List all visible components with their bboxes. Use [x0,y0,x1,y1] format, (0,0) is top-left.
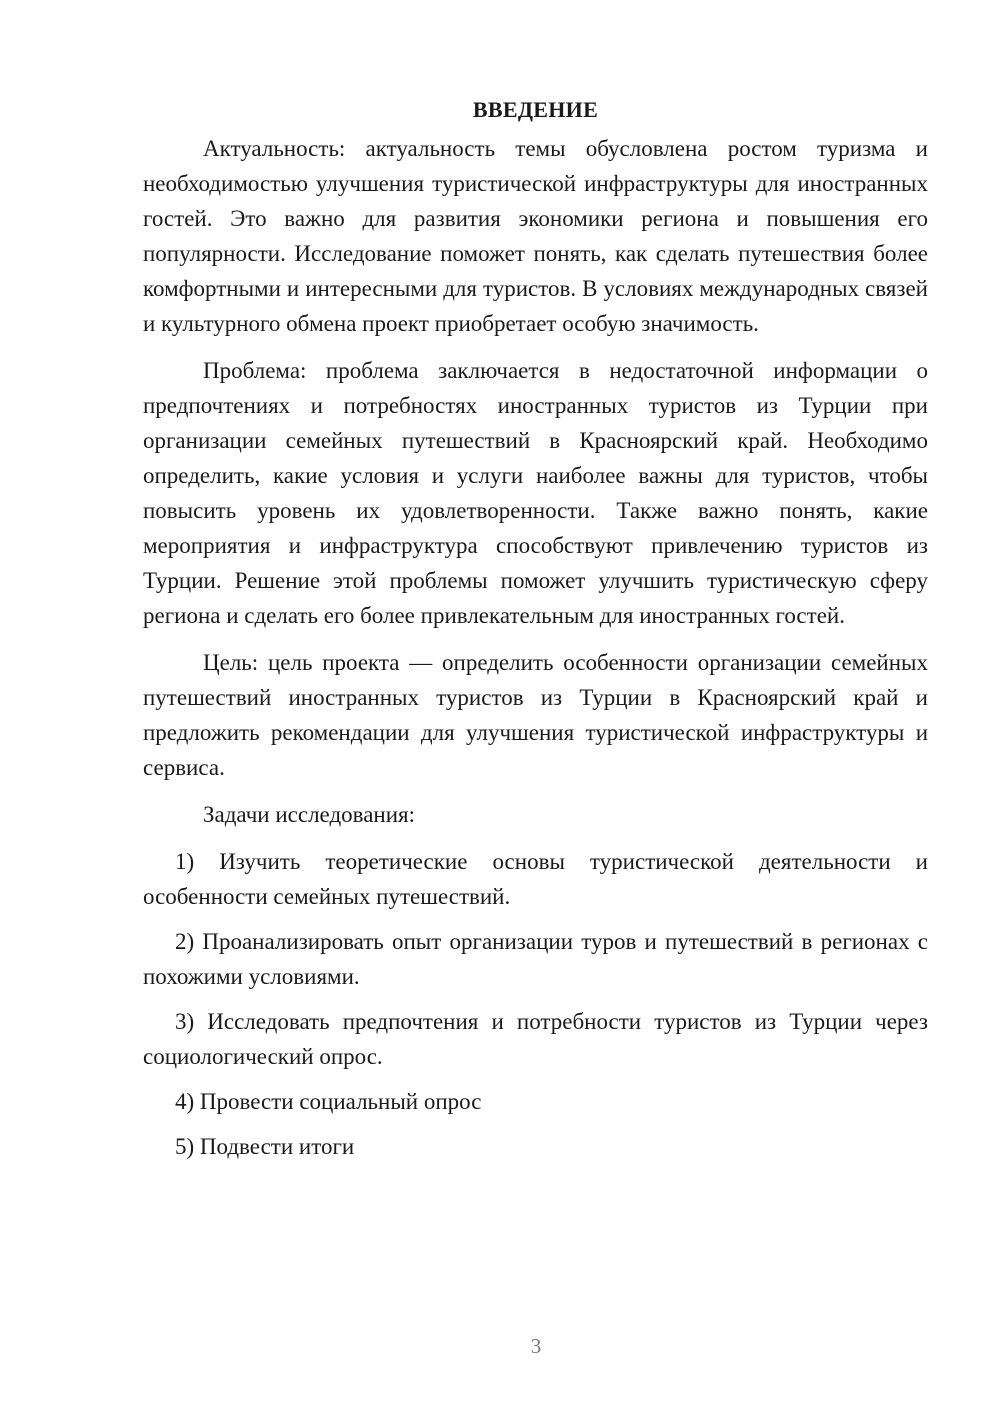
tasks-title: Задачи исследования: [203,802,416,827]
page-number: 3 [530,1334,542,1358]
task-item-4: 4) Провести социальный опрос [175,1089,482,1114]
task-item-3: 3) Исследовать предпочтения и потребности туристов из Турции через социологический опрос. [143,1009,928,1069]
paragraph-problem: Проблема: проблема заключается в недостаточной информации о предпочтениях и потребностях иностранных туристов из Турции при организации семейных путешествий в Красноярский край. Необходимо определить, какие условия и услуги наиболее важны для туристов, чтобы повысить уровень их удовлетворенности. Также важно понять, какие мероприятия и инфраструктура способствуют привлечению туристов из Турции. Решение этой проблемы поможет улучшить туристическую сферу региона и сделать его более привлекательным для иностранных гостей. [143,358,928,628]
task-item-5: 5) Подвести итоги [175,1134,355,1159]
task-item-1: 1) Изучить теоретические основы туристической деятельности и особенности семейных путешествий. [143,849,928,909]
paragraph-relevance: Актуальность: актуальность темы обусловлена ростом туризма и необходимостью улучшения туристической инфраструктуры для иностранных гостей. Это важно для развития экономики региона и повышения его популярности. Исследование поможет понять, как сделать путешествия более комфортными и интересными для туристов. В условиях международных связей и культурного обмена проект приобретает особую значимость. [143,136,928,336]
task-item-2: 2) Проанализировать опыт организации туров и путешествий в регионах с похожими условиями. [143,929,928,989]
document-page [143,92,928,1174]
paragraph-goal: Цель: цель проекта — определить особенности организации семейных путешествий иностранных туристов из Турции в Красноярский край и предложить рекомендации для улучшения туристической инфраструктуры и сервиса. [143,650,928,780]
section-heading: ВВЕДЕНИЕ [472,97,599,122]
